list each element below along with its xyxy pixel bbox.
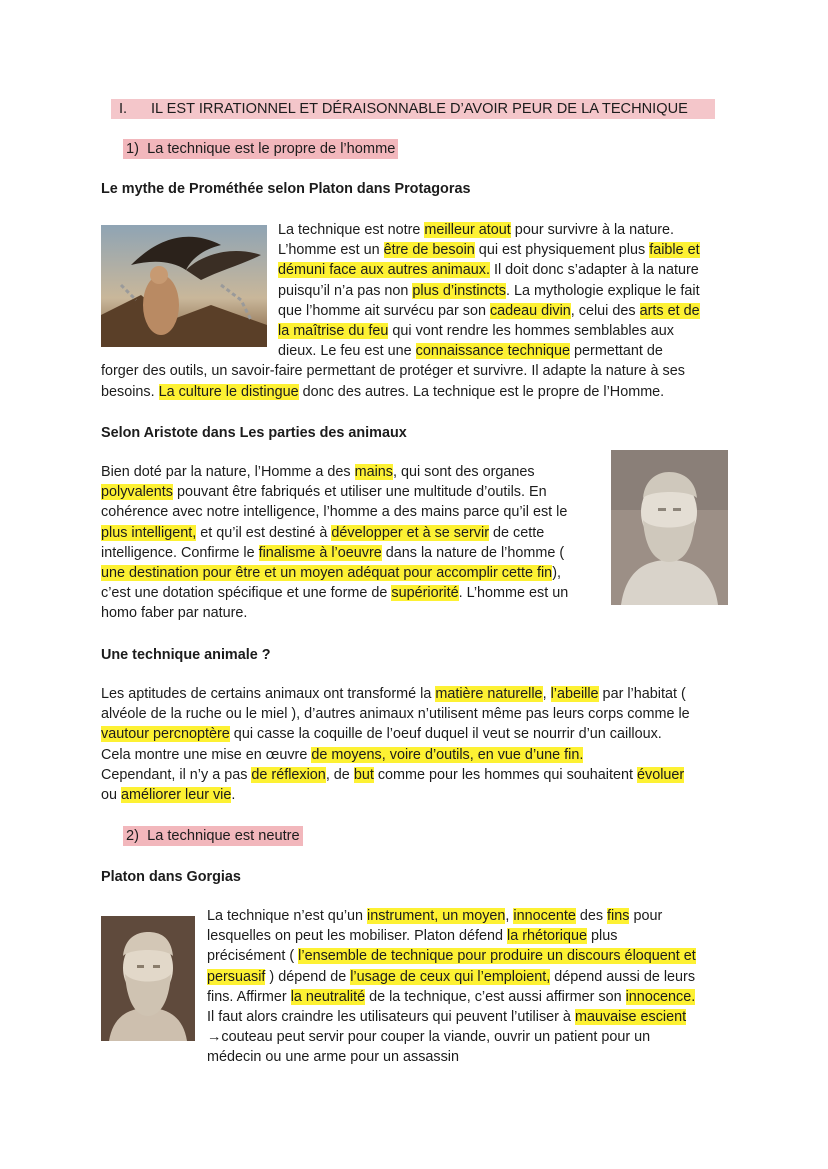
text-span: alvéole de la ruche ou le miel ), d’autres animaux n’utilisent même pas leurs corps comme le [101,706,690,723]
text-span: , de [325,766,354,783]
text-line [101,543,564,563]
text-span: Cependant, il n’y a pas [101,766,252,783]
text-line [207,946,696,966]
highlighted-text: plus d’instincts [412,282,507,299]
text-span: lesquelles on peut les mobiliser. Platon défend [207,928,507,945]
heading-promethee: Le mythe de Prométhée selon Platon dans Protagoras [101,181,471,197]
highlighted-text: faible et [649,242,700,259]
text-span: comme pour les hommes qui souhaitent [373,766,637,783]
text-span: et qu’il est destiné à [196,524,332,541]
text-span: . [231,787,236,803]
text-span: pour [629,908,663,924]
text-span: par l’habitat ( [598,686,686,702]
highlighted-text: arts et de [639,302,700,319]
highlighted-text: finalisme à l’oeuvre [258,544,382,561]
text-span: ) dépend de [265,968,351,985]
highlighted-text: la maîtrise du feu [278,323,389,339]
text-line [101,785,235,805]
text-span: ), [552,565,561,581]
highlighted-text: innocence. [625,988,696,1005]
text-line [278,260,699,280]
text-line [207,1027,650,1047]
text-span: La technique n’est qu’un [207,908,368,924]
highlighted-text: matière naturelle [435,686,543,702]
highlighted-text: développer et à se servir [331,524,489,541]
highlighted-text: vautour percnoptère [101,726,230,743]
highlighted-text: innocente [513,908,576,924]
text-span: permettant de [570,343,663,360]
highlighted-text: évoluer [637,766,685,783]
highlighted-text: persuasif [207,968,266,985]
text-span: dieux. Le feu est une [278,343,416,360]
highlighted-text: polyvalents [101,484,173,501]
text-span: . L’homme est un [458,585,569,602]
text-line [101,502,567,522]
text-span: précisément ( [207,948,299,965]
section-title: IL EST IRRATIONNEL ET DÉRAISONNABLE D’AVOIR PEUR DE LA TECHNIQUE [151,101,688,117]
text-span: donc des autres. La technique est le propre de l’Homme. [298,383,665,400]
text-span: La technique est notre [278,222,425,238]
text-span: fins. Affirmer [207,988,291,1005]
subsection-1-text: La technique est le propre de l’homme [147,141,396,157]
highlighted-text: de réflexion [251,766,326,783]
text-span: pouvant être fabriqués et utiliser une multitude d’outils. En [173,484,547,501]
subsection-2-text: La technique est neutre [147,828,300,844]
text-span: . La mythologie explique le fait [506,282,700,299]
heading-animale: Une technique animale ? [101,647,271,663]
text-span: Bien doté par la nature, l’Homme a des [101,464,355,480]
text-line [207,906,662,926]
highlighted-text: instrument, un moyen [367,908,506,924]
subsection-2-number: 2) [126,828,139,844]
text-line [101,482,547,502]
text-line [101,382,664,402]
subsection-2-title [123,826,303,846]
text-span: cohérence avec notre intelligence, l’homme a des mains parce qu’il est le [101,504,568,521]
text-span: qui est physiquement plus [474,242,650,259]
text-line [278,301,700,321]
text-span: des [575,908,608,924]
text-span: c’est une dotation spécifique et une forme de [101,585,392,602]
highlighted-text: mains [354,464,393,480]
text-span: , qui sont des organes [392,464,535,480]
highlighted-text: la rhétorique [507,928,587,945]
text-line [101,765,684,785]
text-span: Les aptitudes de certains animaux ont transformé la [101,686,436,702]
highlighted-text: la neutralité [290,988,366,1005]
text-span: , celui des [570,302,640,319]
text-line [101,583,568,603]
highlighted-text: plus intelligent, [101,524,197,541]
text-span: de cette [489,524,545,541]
subsection-1-title [123,139,398,159]
aristotle-bust-image [611,450,728,605]
highlighted-text: supériorité [391,585,459,602]
text-line [101,523,544,543]
text-line [101,724,662,744]
text-line [278,220,674,240]
plato-bust-image [101,916,195,1041]
text-span: , [505,908,514,924]
highlighted-text: l’abeille [550,686,599,702]
highlighted-text: une destination pour être et un moyen adéquat pour accomplir cette fin [101,565,553,581]
text-span: qui casse la coquille de l’oeuf duquel il veut se nourrir d’un cailloux. [229,726,662,743]
text-span: intelligence. Confirme le [101,544,259,561]
text-span: Cela montre une mise en œuvre [101,746,312,763]
text-line [207,967,695,987]
text-line [101,603,247,623]
text-span: homo faber par nature. [101,605,248,622]
text-line [101,704,690,724]
text-span: , [542,686,551,702]
text-line [101,563,561,583]
text-span: besoins. [101,383,159,400]
heading-gorgias: Platon dans Gorgias [101,869,241,885]
highlighted-text: de moyens, voire d’outils, en vue d’une fin. [311,746,584,763]
text-span: que l’homme ait survécu par son [278,302,490,319]
highlighted-text: démuni face aux autres animaux. [278,262,490,279]
text-line [101,361,685,381]
highlighted-text: l’usage de ceux qui l’emploient, [350,968,551,985]
text-span: dans la nature de l’homme ( [381,544,565,561]
text-span: Il doit donc s’adapter à la nature [489,262,699,279]
highlighted-text: cadeau divin [489,302,571,319]
text-line [278,281,700,301]
text-span: →couteau peut servir pour couper la viande, ouvrir un patient pour un [207,1029,651,1046]
subsection-1-number: 1) [126,141,139,157]
text-line [207,1007,686,1027]
text-span: dépend aussi de leurs [550,968,696,985]
highlighted-text: meilleur atout [424,222,511,238]
text-span: forger des outils, un savoir-faire permettant de protéger et survivre. Il adapte la nature à ses [101,363,685,380]
text-span: ou [101,787,122,803]
text-span: plus [587,928,618,945]
text-span: Il faut alors craindre les utilisateurs qui peuvent l’utiliser à [207,1009,575,1025]
highlighted-text: fins [607,908,630,924]
prometheus-eagle-image [101,225,267,347]
section-title-bar [111,99,715,119]
text-line [101,684,686,704]
text-span: médecin ou une arme pour un assassin [207,1049,459,1066]
text-line [207,926,617,946]
highlighted-text: La culture le distingue [158,383,299,400]
text-span: L’homme est un [278,242,384,259]
text-line [101,745,583,765]
text-span: puisqu’il n’a pas non [278,282,413,299]
text-span: qui vont rendre les hommes semblables aux [388,323,674,339]
section-number: I. [119,101,128,117]
highlighted-text: mauvaise escient [574,1009,687,1025]
text-line [278,321,674,341]
text-line [101,462,535,482]
highlighted-text: améliorer leur vie [121,787,232,803]
text-line [278,341,663,361]
highlighted-text: connaissance technique [415,343,571,360]
text-line [278,240,700,260]
highlighted-text: but [353,766,374,783]
text-line [207,987,695,1007]
heading-aristote: Selon Aristote dans Les parties des animaux [101,425,407,441]
highlighted-text: l’ensemble de technique pour produire un discours éloquent et [298,948,696,965]
highlighted-text: être de besoin [383,242,475,259]
text-span: pour survivre à la nature. [510,222,674,238]
text-line [207,1047,459,1067]
text-span: de la technique, c’est aussi affirmer son [365,988,626,1005]
